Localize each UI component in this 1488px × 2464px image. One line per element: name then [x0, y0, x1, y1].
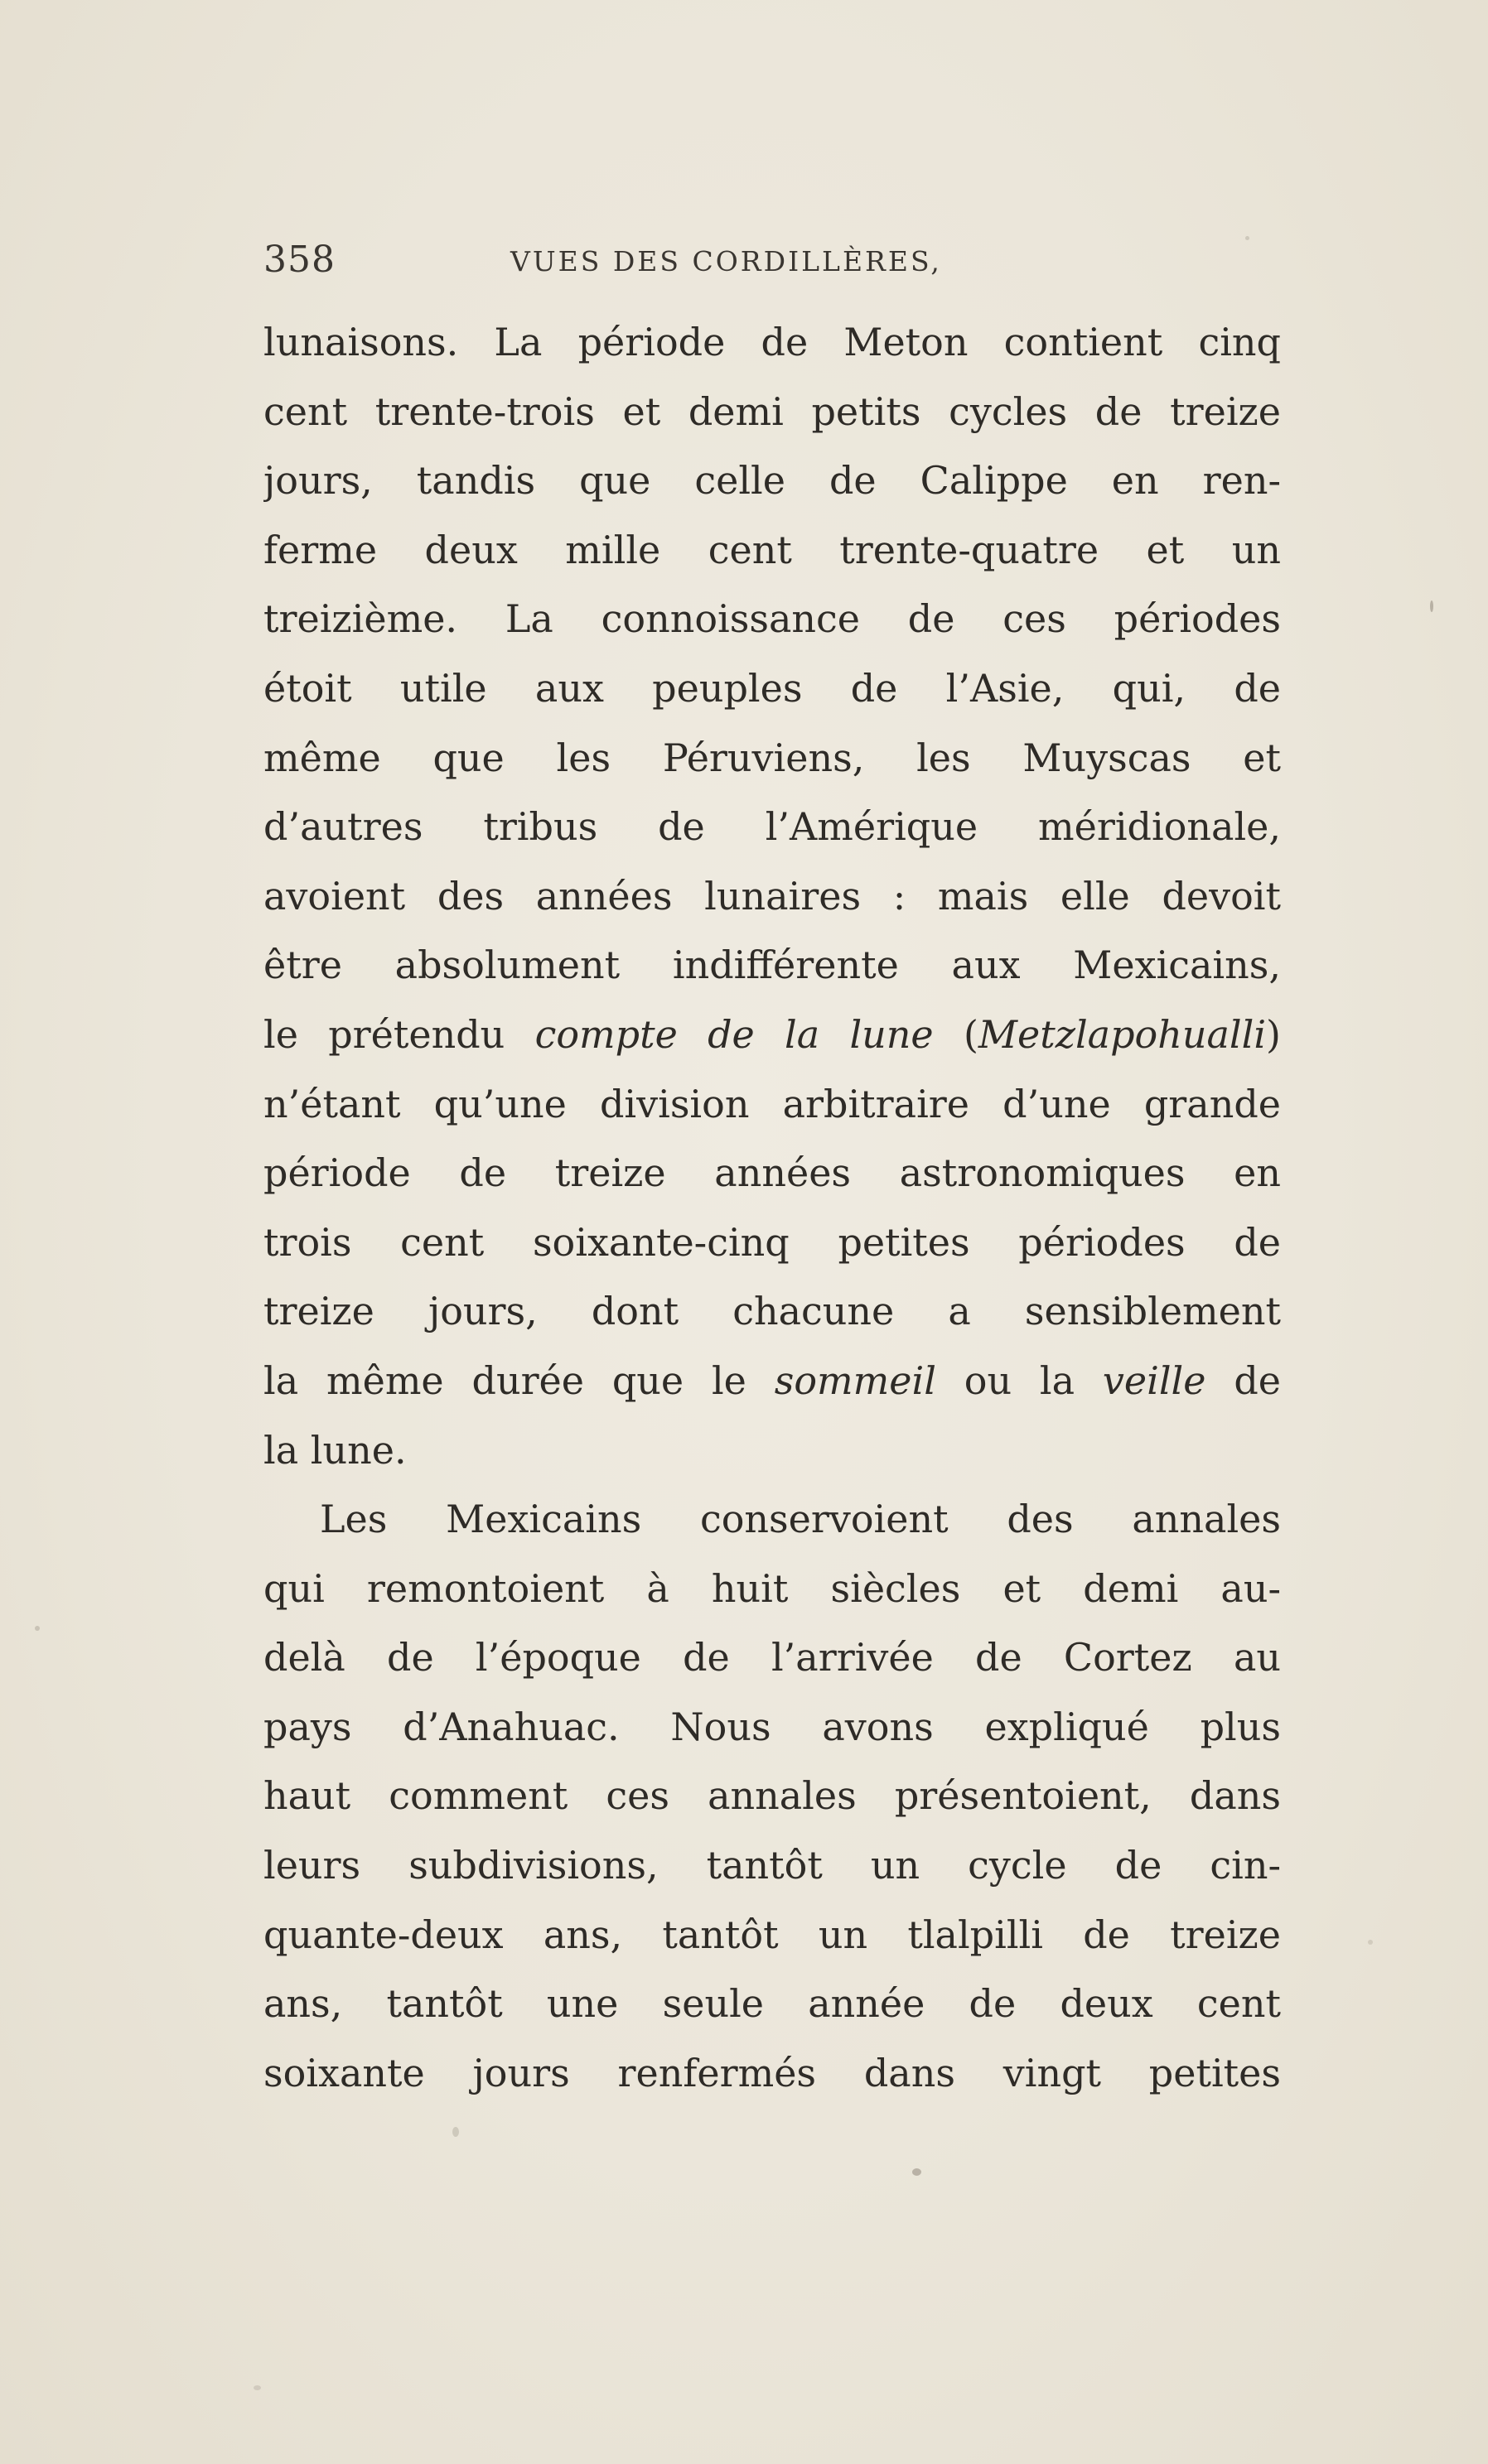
paper-speck: [254, 2385, 261, 2390]
text-run: (: [933, 1011, 978, 1057]
text-run: ): [1266, 1011, 1281, 1057]
italic-term-compte-de-la-lune: compte de la lune: [534, 1011, 934, 1057]
paper-speck: [1368, 1940, 1373, 1945]
italic-term-veille: veille: [1102, 1357, 1206, 1403]
text-line: [263, 1347, 1281, 1416]
text-line: pays d’Anahuac. Nous avons expliqué plus: [263, 1704, 1281, 1749]
text-line: delà de l’époque de l’arrivée de Cortez au: [263, 1635, 1281, 1680]
text-line: haut comment ces annales présentoient, dans: [263, 1773, 1281, 1819]
text-line: la lune.: [263, 1427, 407, 1473]
text-run: la même durée que le: [263, 1357, 775, 1403]
text-line: être absolument indifférente aux Mexicains,: [263, 943, 1281, 988]
running-head: VUES DES CORDILLÈRES,: [510, 245, 942, 277]
text-line: ferme deux mille cent trente-quatre et un: [263, 527, 1281, 572]
text-run: ou la: [935, 1357, 1103, 1403]
paragraph-first-line: Les Mexicains conservoient des annales: [320, 1497, 1281, 1542]
text-line: période de treize années astronomiques en: [263, 1150, 1281, 1196]
text-line: [263, 1001, 1281, 1070]
text-line: n’étant qu’une division arbitraire d’une grande: [263, 1081, 1281, 1126]
text-line: lunaisons. La période de Meton contient cinq: [263, 320, 1281, 364]
text-line: d’autres tribus de l’Amérique méridionale,: [263, 804, 1281, 850]
italic-term-sommeil: sommeil: [774, 1357, 936, 1403]
text-line: qui remontoient à huit siècles et demi au-: [263, 1565, 1281, 1611]
italic-term-metzlapohualli: Metzlapohualli: [978, 1011, 1267, 1057]
text-line: étoit utile aux peuples de l’Asie, qui, de: [263, 665, 1281, 711]
text-line: cent trente-trois et demi petits cycles de treize: [263, 388, 1281, 434]
text-line: avoient des années lunaires : mais elle devoit: [263, 873, 1281, 919]
text-line: treizième. La connoissance de ces périodes: [263, 596, 1281, 642]
text-line: ans, tantôt une seule année de deux cent: [263, 1981, 1281, 2027]
paper-speck: [1430, 600, 1433, 612]
text-line: jours, tandis que celle de Calippe en ren-: [263, 458, 1281, 504]
text-run: le prétendu: [263, 1011, 535, 1057]
text-line: quante-deux ans, tantôt un tlalpilli de treize: [263, 1912, 1281, 1957]
text-run: de: [1205, 1357, 1281, 1403]
text-line: treize jours, dont chacune a sensiblement: [263, 1289, 1281, 1334]
paper-speck: [35, 1626, 40, 1631]
text-line: trois cent soixante-cinq petites périodes de: [263, 1219, 1281, 1265]
body-text: [263, 308, 1281, 2108]
page-header: [263, 239, 1341, 288]
paper-speck: [452, 2127, 459, 2137]
text-line: leurs subdivisions, tantôt un cycle de cin-: [263, 1843, 1281, 1888]
text-line: même que les Péruviens, les Muyscas et: [263, 735, 1281, 780]
paper-speck: [912, 2168, 921, 2176]
text-line: soixante jours renfermés dans vingt petites: [263, 2050, 1281, 2095]
page-number: 358: [263, 239, 336, 281]
